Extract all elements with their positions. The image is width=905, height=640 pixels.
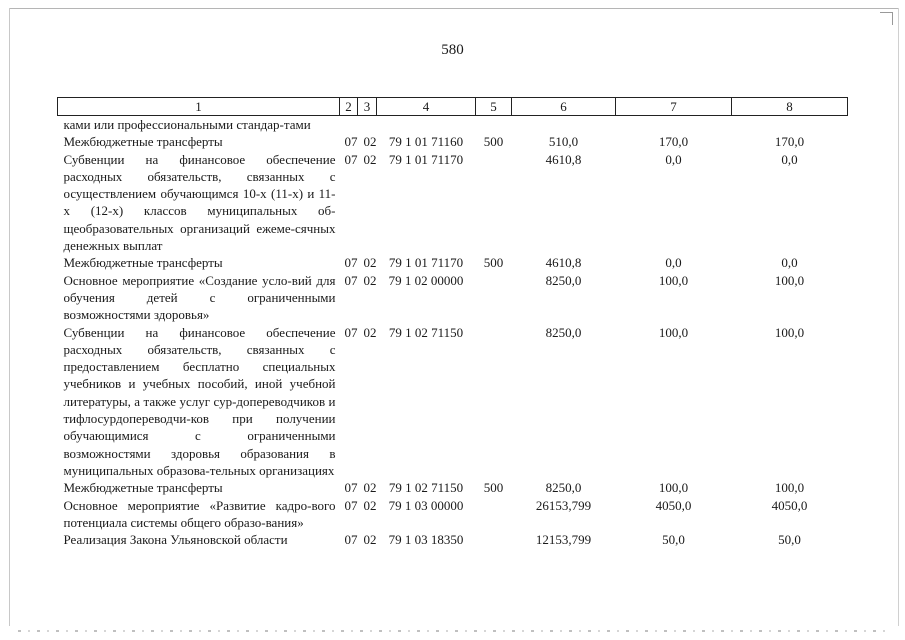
row-name-cell: ками или профессиональными стандар-тами <box>63 117 311 132</box>
amount-col7-cell: 100,0 <box>658 324 689 340</box>
subsection-code-cell: 02 <box>363 497 377 513</box>
amount-col8-cell: 170,0 <box>774 134 805 150</box>
amount-col8-cell: 100,0 <box>774 480 805 496</box>
amount-col6-cell: 12153,799 <box>535 532 592 548</box>
row-name-cell: Межбюджетные трансферты <box>63 134 223 150</box>
table-body <box>58 116 848 549</box>
subsection-code-cell: 02 <box>363 324 377 340</box>
row-name-cell: Межбюджетные трансферты <box>63 480 223 496</box>
subsection-code-cell: 02 <box>363 480 377 496</box>
row-name-cell: Межбюджетные трансферты <box>63 255 223 271</box>
page-border-top <box>9 8 899 9</box>
column-header: 6 <box>512 98 616 116</box>
row-name-cell: Основное мероприятие «Создание усло-вий для обучения детей с ограниченными возможностями здоровья» <box>63 272 336 323</box>
expense-type-cell <box>476 497 512 532</box>
section-code-cell: 07 <box>344 272 358 288</box>
column-header: 7 <box>616 98 732 116</box>
amount-col8-cell: 0,0 <box>781 255 798 271</box>
expense-type-cell <box>476 531 512 548</box>
expense-type-cell: 500 <box>483 480 504 496</box>
amount-col7-cell: 170,0 <box>658 134 689 150</box>
subsection-code-cell <box>358 116 377 134</box>
target-article-cell: 79 1 01 71170 <box>388 255 464 271</box>
table-row <box>58 324 848 480</box>
amount-col6-cell: 8250,0 <box>545 272 582 288</box>
target-article-cell: 79 1 02 00000 <box>388 272 464 288</box>
expense-type-cell <box>476 272 512 324</box>
column-header: 4 <box>377 98 476 116</box>
target-article-cell: 79 1 03 00000 <box>388 497 464 513</box>
amount-col8-cell: 4050,0 <box>771 497 808 513</box>
section-code-cell: 07 <box>344 532 358 548</box>
amount-col7-cell: 0,0 <box>665 255 682 271</box>
amount-col6-cell: 26153,799 <box>535 497 592 513</box>
section-code-cell: 07 <box>344 324 358 340</box>
amount-col8-cell: 50,0 <box>778 532 801 548</box>
amount-col7-cell: 100,0 <box>658 480 689 496</box>
table-row <box>58 133 848 150</box>
page-number: 580 <box>441 42 464 58</box>
column-header: 2 <box>340 98 358 116</box>
expense-type-cell: 500 <box>483 134 504 150</box>
subsection-code-cell: 02 <box>363 134 377 150</box>
amount-col8-cell: 100,0 <box>774 324 805 340</box>
table-row <box>58 497 848 532</box>
expense-type-cell <box>476 116 512 134</box>
target-article-cell <box>377 116 476 134</box>
amount-col6-cell: 510,0 <box>548 134 579 150</box>
row-name-cell: Реализация Закона Ульяновской области <box>63 532 288 548</box>
table-row <box>58 272 848 324</box>
budget-table <box>57 97 848 548</box>
corner-mark <box>880 12 893 25</box>
column-header: 3 <box>358 98 377 116</box>
row-name-cell: Основное мероприятие «Развитие кадро-вого потенциала системы общего образо-вания» <box>63 497 336 530</box>
table-row <box>58 254 848 271</box>
amount-col6-cell: 4610,8 <box>545 151 582 167</box>
table-header-row <box>58 98 848 116</box>
amount-col7-cell <box>616 116 732 134</box>
section-code-cell <box>340 116 358 134</box>
target-article-cell: 79 1 02 71150 <box>388 480 464 496</box>
amount-col8-cell: 100,0 <box>774 272 805 288</box>
expense-type-cell <box>476 151 512 255</box>
section-code-cell: 07 <box>344 151 358 167</box>
table-row <box>58 116 848 134</box>
amount-col7-cell: 0,0 <box>665 151 682 167</box>
target-article-cell: 79 1 01 71160 <box>388 134 464 150</box>
column-header: 1 <box>58 98 340 116</box>
amount-col8-cell: 0,0 <box>781 151 798 167</box>
column-header: 8 <box>732 98 848 116</box>
amount-col6-cell: 4610,8 <box>545 255 582 271</box>
target-article-cell: 79 1 03 18350 <box>388 532 464 548</box>
amount-col7-cell: 100,0 <box>658 272 689 288</box>
amount-col7-cell: 50,0 <box>662 532 685 548</box>
amount-col6-cell: 8250,0 <box>545 324 582 340</box>
subsection-code-cell: 02 <box>363 255 377 271</box>
target-article-cell: 79 1 01 71170 <box>388 151 464 167</box>
page-border-left <box>9 8 10 626</box>
section-code-cell: 07 <box>344 134 358 150</box>
page-border-right <box>898 8 899 626</box>
section-code-cell: 07 <box>344 497 358 513</box>
row-name-cell: Субвенции на финансовое обеспечение расходных обязательств, связанных с предоставлением бесплатно специальных учебников и учебных пособий, иной учебной литературы, а также услуг сур-допереводчиков и тифлосурдопереводчи-ков при получении обучающимися с ограниченными возможностями здоровья образования в муниципальных образова-тельных организациях <box>63 324 336 478</box>
section-code-cell: 07 <box>344 480 358 496</box>
scan-noise-bottom <box>18 630 891 632</box>
table-row <box>58 151 848 255</box>
amount-col7-cell: 4050,0 <box>655 497 692 513</box>
subsection-code-cell: 02 <box>363 532 377 548</box>
section-code-cell: 07 <box>344 255 358 271</box>
subsection-code-cell: 02 <box>363 272 377 288</box>
expense-type-cell: 500 <box>483 255 504 271</box>
row-name-cell: Субвенции на финансовое обеспечение расходных обязательств, связанных с осуществлением обучающимся 10-х (11-х) и 11-х (12-х) классов муниципальных об-щеобразовательных организаций ежеме-сячных денежных выплат <box>63 151 336 254</box>
amount-col8-cell <box>732 116 848 134</box>
subsection-code-cell: 02 <box>363 151 377 167</box>
table-row <box>58 479 848 496</box>
amount-col6-cell <box>512 116 616 134</box>
table-row <box>58 531 848 548</box>
column-header: 5 <box>476 98 512 116</box>
expense-type-cell <box>476 324 512 480</box>
amount-col6-cell: 8250,0 <box>545 480 582 496</box>
target-article-cell: 79 1 02 71150 <box>388 324 464 340</box>
